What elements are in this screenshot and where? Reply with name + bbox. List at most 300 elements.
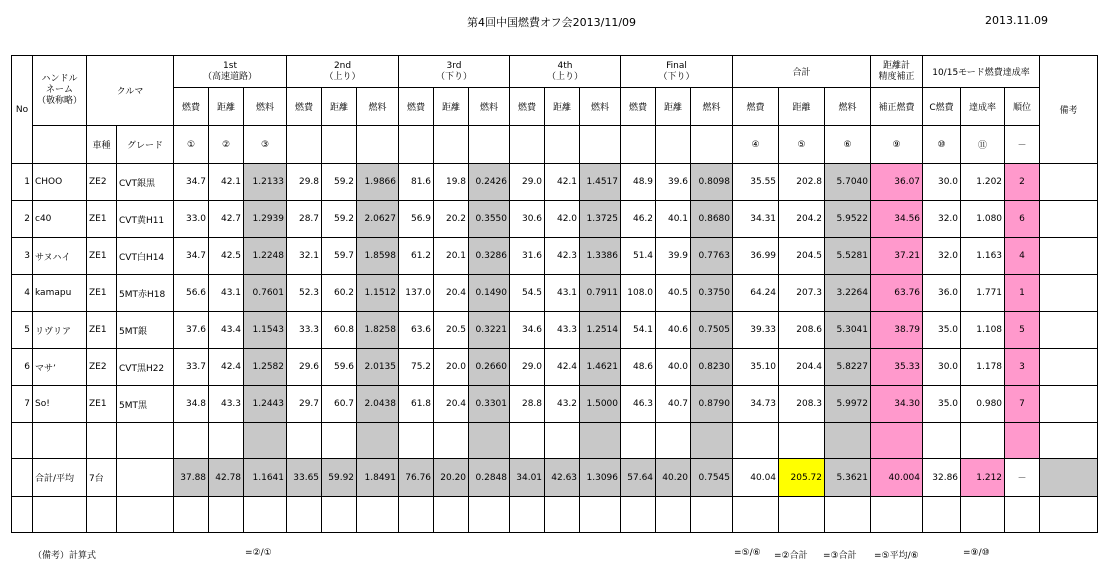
table-row [12, 201, 1098, 238]
row-model: ZE1 [87, 238, 117, 275]
empty-cell [287, 497, 322, 533]
summary-fuel: 1.3096 [580, 459, 621, 497]
empty-cell [399, 497, 434, 533]
empty-cell [580, 423, 621, 459]
header-name: ハンドル ネーム （敬称略） [33, 56, 87, 126]
row-name: サヌハイ [33, 238, 87, 275]
header-blank [434, 126, 469, 164]
fuel-eco-cell: 34.7 [174, 164, 209, 201]
empty-cell [779, 497, 825, 533]
row-name: c40 [33, 201, 87, 238]
empty-cell [399, 423, 434, 459]
header-blank [469, 126, 510, 164]
fuel-eco-cell: 56.6 [174, 275, 209, 312]
fuel-eco-cell: 48.6 [621, 349, 656, 386]
empty-cell [825, 423, 871, 459]
rate-cell: 1.163 [961, 238, 1005, 275]
fuel-eco-cell: 75.2 [399, 349, 434, 386]
empty-cell [287, 423, 322, 459]
empty-cell [656, 423, 691, 459]
distance-cell: 207.3 [779, 275, 825, 312]
header-row-1 [12, 56, 1098, 88]
distance-cell: 20.5 [434, 312, 469, 349]
empty-cell [322, 497, 357, 533]
summary-corrected: 40.004 [871, 459, 923, 497]
fuel-eco-cell: 37.6 [174, 312, 209, 349]
distance-cell: 43.1 [545, 275, 580, 312]
fuel-cell: 0.8230 [691, 349, 733, 386]
header-remarks: 備考 [1040, 56, 1098, 164]
empty-cell [580, 497, 621, 533]
rank-cell: 1 [1005, 275, 1040, 312]
fuel-cell: 1.2939 [244, 201, 287, 238]
summary-blank [12, 459, 33, 497]
header-blank [322, 126, 357, 164]
summary-fuel: 1.1641 [244, 459, 287, 497]
rank-cell: 5 [1005, 312, 1040, 349]
empty-cell [469, 423, 510, 459]
fuel-eco-cell: 29.7 [287, 386, 322, 423]
fuel-eco-cell: 34.7 [174, 238, 209, 275]
header-correction: 距離計 精度補正 [871, 56, 923, 88]
header-blank [510, 126, 545, 164]
row-model: ZE2 [87, 164, 117, 201]
c-fuel-cell: 30.0 [923, 164, 961, 201]
distance-cell: 208.3 [779, 386, 825, 423]
distance-cell: 204.5 [779, 238, 825, 275]
header-stage1: 1st （高速道路） [174, 56, 287, 88]
header-mark: ⑪ [961, 126, 1005, 164]
fuel-eco-cell: 29.0 [510, 349, 545, 386]
distance-cell: 204.2 [779, 201, 825, 238]
empty-cell [1040, 497, 1098, 533]
header-car: クルマ [87, 56, 174, 126]
fuel-eco-cell: 36.99 [733, 238, 779, 275]
distance-cell: 60.2 [322, 275, 357, 312]
summary-distance: 20.20 [434, 459, 469, 497]
page-title: 第4回中国燃費オフ会2013/11/09 [466, 16, 637, 29]
header-blank [621, 126, 656, 164]
row-grade: CVT銀黒 [117, 164, 174, 201]
row-grade: CVT白H14 [117, 238, 174, 275]
summary-distance: 59.92 [322, 459, 357, 497]
empty-cell [209, 423, 244, 459]
distance-cell: 59.7 [322, 238, 357, 275]
fuel-cell: 0.3221 [469, 312, 510, 349]
empty-cell [434, 423, 469, 459]
summary-fuel-eco: 34.01 [510, 459, 545, 497]
header-stage2: 2nd （上り） [287, 56, 399, 88]
fuel-eco-cell: 34.31 [733, 201, 779, 238]
summary-row [12, 459, 1098, 497]
summary-distance: 42.78 [209, 459, 244, 497]
header-fuel: 燃料 [825, 88, 871, 126]
empty-cell [244, 497, 287, 533]
row-no: 7 [12, 386, 33, 423]
header-final: Final （下り） [621, 56, 733, 88]
header-fuel-eco: 燃費 [733, 88, 779, 126]
header-blank [357, 126, 399, 164]
fuel-eco-cell: 31.6 [510, 238, 545, 275]
row-model: ZE1 [87, 386, 117, 423]
row-name: リヴリア [33, 312, 87, 349]
results-table [11, 55, 1098, 533]
summary-fuel: 0.2848 [469, 459, 510, 497]
row-name: マサ’ [33, 349, 87, 386]
remarks-cell [1040, 275, 1098, 312]
fuel-eco-cell: 33.7 [174, 349, 209, 386]
c-fuel-cell: 32.0 [923, 201, 961, 238]
empty-cell [923, 497, 961, 533]
empty-cell [621, 497, 656, 533]
fuel-cell: 0.8680 [691, 201, 733, 238]
header-fuel-eco: 燃費 [399, 88, 434, 126]
formula-3: =②合計 [774, 551, 808, 561]
distance-cell: 202.8 [779, 164, 825, 201]
header-mode: 10/15モード燃費達成率 [923, 56, 1040, 88]
row-no: 2 [12, 201, 33, 238]
trailing-empty-row [12, 497, 1098, 533]
rate-cell: 1.108 [961, 312, 1005, 349]
summary-fuel: 1.8491 [357, 459, 399, 497]
header-grade: グレード [117, 126, 174, 164]
fuel-eco-cell: 34.8 [174, 386, 209, 423]
distance-cell: 60.8 [322, 312, 357, 349]
header-fuel-eco: 燃費 [510, 88, 545, 126]
fuel-eco-cell: 29.8 [287, 164, 322, 201]
empty-cell [871, 423, 923, 459]
fuel-cell: 2.0135 [357, 349, 399, 386]
distance-cell: 59.2 [322, 201, 357, 238]
summary-distance-highlight: 205.72 [779, 459, 825, 497]
row-grade: 5MT赤H18 [117, 275, 174, 312]
fuel-eco-cell: 30.6 [510, 201, 545, 238]
summary-c-fuel: 32.86 [923, 459, 961, 497]
table-row [12, 312, 1098, 349]
empty-cell [733, 423, 779, 459]
summary-remarks [1040, 459, 1098, 497]
remarks-cell [1040, 164, 1098, 201]
empty-cell [209, 497, 244, 533]
fuel-cell: 1.2582 [244, 349, 287, 386]
fuel-cell: 1.3386 [580, 238, 621, 275]
distance-cell: 20.4 [434, 386, 469, 423]
fuel-eco-cell: 64.24 [733, 275, 779, 312]
empty-cell [117, 423, 174, 459]
fuel-eco-cell: 54.1 [621, 312, 656, 349]
fuel-eco-cell: 81.6 [399, 164, 434, 201]
distance-cell: 40.7 [656, 386, 691, 423]
empty-cell [434, 497, 469, 533]
empty-cell [871, 497, 923, 533]
header-fuel: 燃料 [357, 88, 399, 126]
distance-cell: 43.2 [545, 386, 580, 423]
distance-cell: 208.6 [779, 312, 825, 349]
header-distance: 距離 [434, 88, 469, 126]
header-mark: ⑨ [871, 126, 923, 164]
rank-cell: 7 [1005, 386, 1040, 423]
distance-cell: 20.4 [434, 275, 469, 312]
fuel-eco-cell: 56.9 [399, 201, 434, 238]
row-no: 4 [12, 275, 33, 312]
header-stage4: 4th （上り） [510, 56, 621, 88]
fuel-cell: 0.7911 [580, 275, 621, 312]
distance-cell: 42.7 [209, 201, 244, 238]
row-model: ZE1 [87, 275, 117, 312]
empty-cell [174, 497, 209, 533]
distance-cell: 39.9 [656, 238, 691, 275]
empty-cell [469, 497, 510, 533]
header-distance: 距離 [322, 88, 357, 126]
empty-cell [656, 497, 691, 533]
distance-cell: 40.0 [656, 349, 691, 386]
fuel-cell: 0.8098 [691, 164, 733, 201]
fuel-cell: 0.7601 [244, 275, 287, 312]
empty-cell [691, 497, 733, 533]
distance-cell: 39.6 [656, 164, 691, 201]
empty-cell [1040, 423, 1098, 459]
report-date: 2013.11.09 [985, 14, 1048, 27]
header-mark: ⑥ [825, 126, 871, 164]
fuel-eco-cell: 108.0 [621, 275, 656, 312]
c-fuel-cell: 36.0 [923, 275, 961, 312]
distance-cell: 42.5 [209, 238, 244, 275]
distance-cell: 43.3 [545, 312, 580, 349]
distance-cell: 204.4 [779, 349, 825, 386]
header-no: No [12, 56, 33, 164]
distance-cell: 40.6 [656, 312, 691, 349]
row-name: kamapu [33, 275, 87, 312]
header-blank [656, 126, 691, 164]
empty-cell [691, 423, 733, 459]
fuel-cell: 1.8258 [357, 312, 399, 349]
c-fuel-cell: 35.0 [923, 312, 961, 349]
distance-cell: 40.5 [656, 275, 691, 312]
fuel-eco-cell: 33.3 [287, 312, 322, 349]
fuel-eco-cell: 46.3 [621, 386, 656, 423]
row-grade: CVT黄H11 [117, 201, 174, 238]
fuel-cell: 1.2133 [244, 164, 287, 201]
header-mark: ③ [244, 126, 287, 164]
fuel-cell: 0.7763 [691, 238, 733, 275]
remarks-cell [1040, 349, 1098, 386]
empty-cell [779, 423, 825, 459]
fuel-cell: 1.4517 [580, 164, 621, 201]
header-corrected: 補正燃費 [871, 88, 923, 126]
summary-rank: － [1005, 459, 1040, 497]
header-mark: ② [209, 126, 244, 164]
empty-cell [923, 423, 961, 459]
corrected-cell: 63.76 [871, 275, 923, 312]
row-grade: 5MT銀 [117, 312, 174, 349]
fuel-cell: 1.1543 [244, 312, 287, 349]
summary-rate: 1.212 [961, 459, 1005, 497]
empty-cell [733, 497, 779, 533]
empty-cell [244, 423, 287, 459]
summary-fuel-eco: 40.04 [733, 459, 779, 497]
fuel-cell: 2.0627 [357, 201, 399, 238]
fuel-cell: 0.2426 [469, 164, 510, 201]
fuel-cell: 0.8790 [691, 386, 733, 423]
remarks-cell [1040, 238, 1098, 275]
table-row [12, 349, 1098, 386]
summary-distance: 40.20 [656, 459, 691, 497]
row-model: ZE1 [87, 201, 117, 238]
fuel-cell: 3.2264 [825, 275, 871, 312]
fuel-cell: 1.8598 [357, 238, 399, 275]
fuel-eco-cell: 29.6 [287, 349, 322, 386]
header-total: 合計 [733, 56, 871, 88]
distance-cell: 42.4 [209, 349, 244, 386]
rate-cell: 0.980 [961, 386, 1005, 423]
empty-cell [825, 497, 871, 533]
header-c-fuel: C燃費 [923, 88, 961, 126]
header-blank [580, 126, 621, 164]
table-row [12, 238, 1098, 275]
row-grade: 5MT黒 [117, 386, 174, 423]
fuel-cell: 0.7505 [691, 312, 733, 349]
row-no: 5 [12, 312, 33, 349]
header-blank [287, 126, 322, 164]
corrected-cell: 37.21 [871, 238, 923, 275]
fuel-cell: 0.1490 [469, 275, 510, 312]
header-fuel: 燃料 [691, 88, 733, 126]
fuel-eco-cell: 34.6 [510, 312, 545, 349]
fuel-eco-cell: 137.0 [399, 275, 434, 312]
formula-5: =⑤平均/⑥ [874, 551, 919, 561]
header-rank: 順位 [1005, 88, 1040, 126]
rate-cell: 1.202 [961, 164, 1005, 201]
fuel-cell: 5.9522 [825, 201, 871, 238]
formula-4: =③合計 [823, 551, 857, 561]
summary-count: 7台 [87, 459, 117, 497]
corrected-cell: 35.33 [871, 349, 923, 386]
table-row [12, 164, 1098, 201]
c-fuel-cell: 30.0 [923, 349, 961, 386]
header-fuel-eco: 燃費 [287, 88, 322, 126]
rank-cell: 3 [1005, 349, 1040, 386]
header-stage3: 3rd （下り） [399, 56, 510, 88]
empty-cell [510, 423, 545, 459]
fuel-eco-cell: 63.6 [399, 312, 434, 349]
distance-cell: 20.2 [434, 201, 469, 238]
fuel-cell: 0.3301 [469, 386, 510, 423]
fuel-cell: 0.3286 [469, 238, 510, 275]
fuel-eco-cell: 32.1 [287, 238, 322, 275]
fuel-eco-cell: 54.5 [510, 275, 545, 312]
corrected-cell: 34.56 [871, 201, 923, 238]
header-mark: － [1005, 126, 1040, 164]
summary-fuel-eco: 33.65 [287, 459, 322, 497]
distance-cell: 42.1 [545, 164, 580, 201]
fuel-eco-cell: 28.7 [287, 201, 322, 238]
fuel-eco-cell: 29.0 [510, 164, 545, 201]
empty-cell [545, 497, 580, 533]
header-fuel-eco: 燃費 [621, 88, 656, 126]
distance-cell: 19.8 [434, 164, 469, 201]
empty-cell [87, 497, 117, 533]
header-distance: 距離 [656, 88, 691, 126]
remarks-cell [1040, 386, 1098, 423]
empty-cell [621, 423, 656, 459]
empty-cell [1005, 497, 1040, 533]
empty-cell [357, 497, 399, 533]
summary-distance: 42.63 [545, 459, 580, 497]
fuel-eco-cell: 52.3 [287, 275, 322, 312]
fuel-cell: 5.3041 [825, 312, 871, 349]
summary-fuel: 0.7545 [691, 459, 733, 497]
distance-cell: 40.1 [656, 201, 691, 238]
distance-cell: 43.4 [209, 312, 244, 349]
header-distance: 距離 [779, 88, 825, 126]
rate-cell: 1.771 [961, 275, 1005, 312]
empty-cell [33, 497, 87, 533]
header-blank [33, 126, 87, 164]
distance-cell: 20.1 [434, 238, 469, 275]
header-fuel-eco: 燃費 [174, 88, 209, 126]
header-row-2 [12, 88, 1098, 126]
fuel-cell: 5.7040 [825, 164, 871, 201]
remarks-cell [1040, 312, 1098, 349]
header-distance: 距離 [209, 88, 244, 126]
fuel-cell: 1.1512 [357, 275, 399, 312]
header-fuel: 燃料 [244, 88, 287, 126]
fuel-cell: 5.8227 [825, 349, 871, 386]
footer-label: （備考）計算式 [33, 551, 97, 561]
row-grade: CVT黒H22 [117, 349, 174, 386]
fuel-cell: 1.5000 [580, 386, 621, 423]
fuel-cell: 1.2443 [244, 386, 287, 423]
fuel-cell: 1.2248 [244, 238, 287, 275]
formula-6: =⑨/⑩ [963, 548, 990, 558]
header-distance: 距離 [545, 88, 580, 126]
corrected-cell: 34.30 [871, 386, 923, 423]
row-name: So! [33, 386, 87, 423]
fuel-eco-cell: 46.2 [621, 201, 656, 238]
empty-cell [961, 497, 1005, 533]
fuel-cell: 0.3750 [691, 275, 733, 312]
distance-cell: 43.3 [209, 386, 244, 423]
empty-cell [961, 423, 1005, 459]
empty-cell [357, 423, 399, 459]
row-no: 1 [12, 164, 33, 201]
rank-cell: 2 [1005, 164, 1040, 201]
header-model: 車種 [87, 126, 117, 164]
header-blank [545, 126, 580, 164]
formula-2: =⑤/⑥ [734, 548, 761, 558]
rank-cell: 4 [1005, 238, 1040, 275]
fuel-cell: 1.9866 [357, 164, 399, 201]
distance-cell: 42.1 [209, 164, 244, 201]
c-fuel-cell: 35.0 [923, 386, 961, 423]
distance-cell: 42.0 [545, 201, 580, 238]
empty-cell [322, 423, 357, 459]
fuel-eco-cell: 34.73 [733, 386, 779, 423]
fuel-cell: 0.2660 [469, 349, 510, 386]
fuel-eco-cell: 48.9 [621, 164, 656, 201]
distance-cell: 42.4 [545, 349, 580, 386]
header-mark: ⑤ [779, 126, 825, 164]
empty-cell [174, 423, 209, 459]
empty-cell [510, 497, 545, 533]
fuel-cell: 2.0438 [357, 386, 399, 423]
empty-cell [117, 497, 174, 533]
rate-cell: 1.080 [961, 201, 1005, 238]
row-name: CHOO [33, 164, 87, 201]
empty-row [12, 423, 1098, 459]
header-blank [399, 126, 434, 164]
distance-cell: 59.2 [322, 164, 357, 201]
